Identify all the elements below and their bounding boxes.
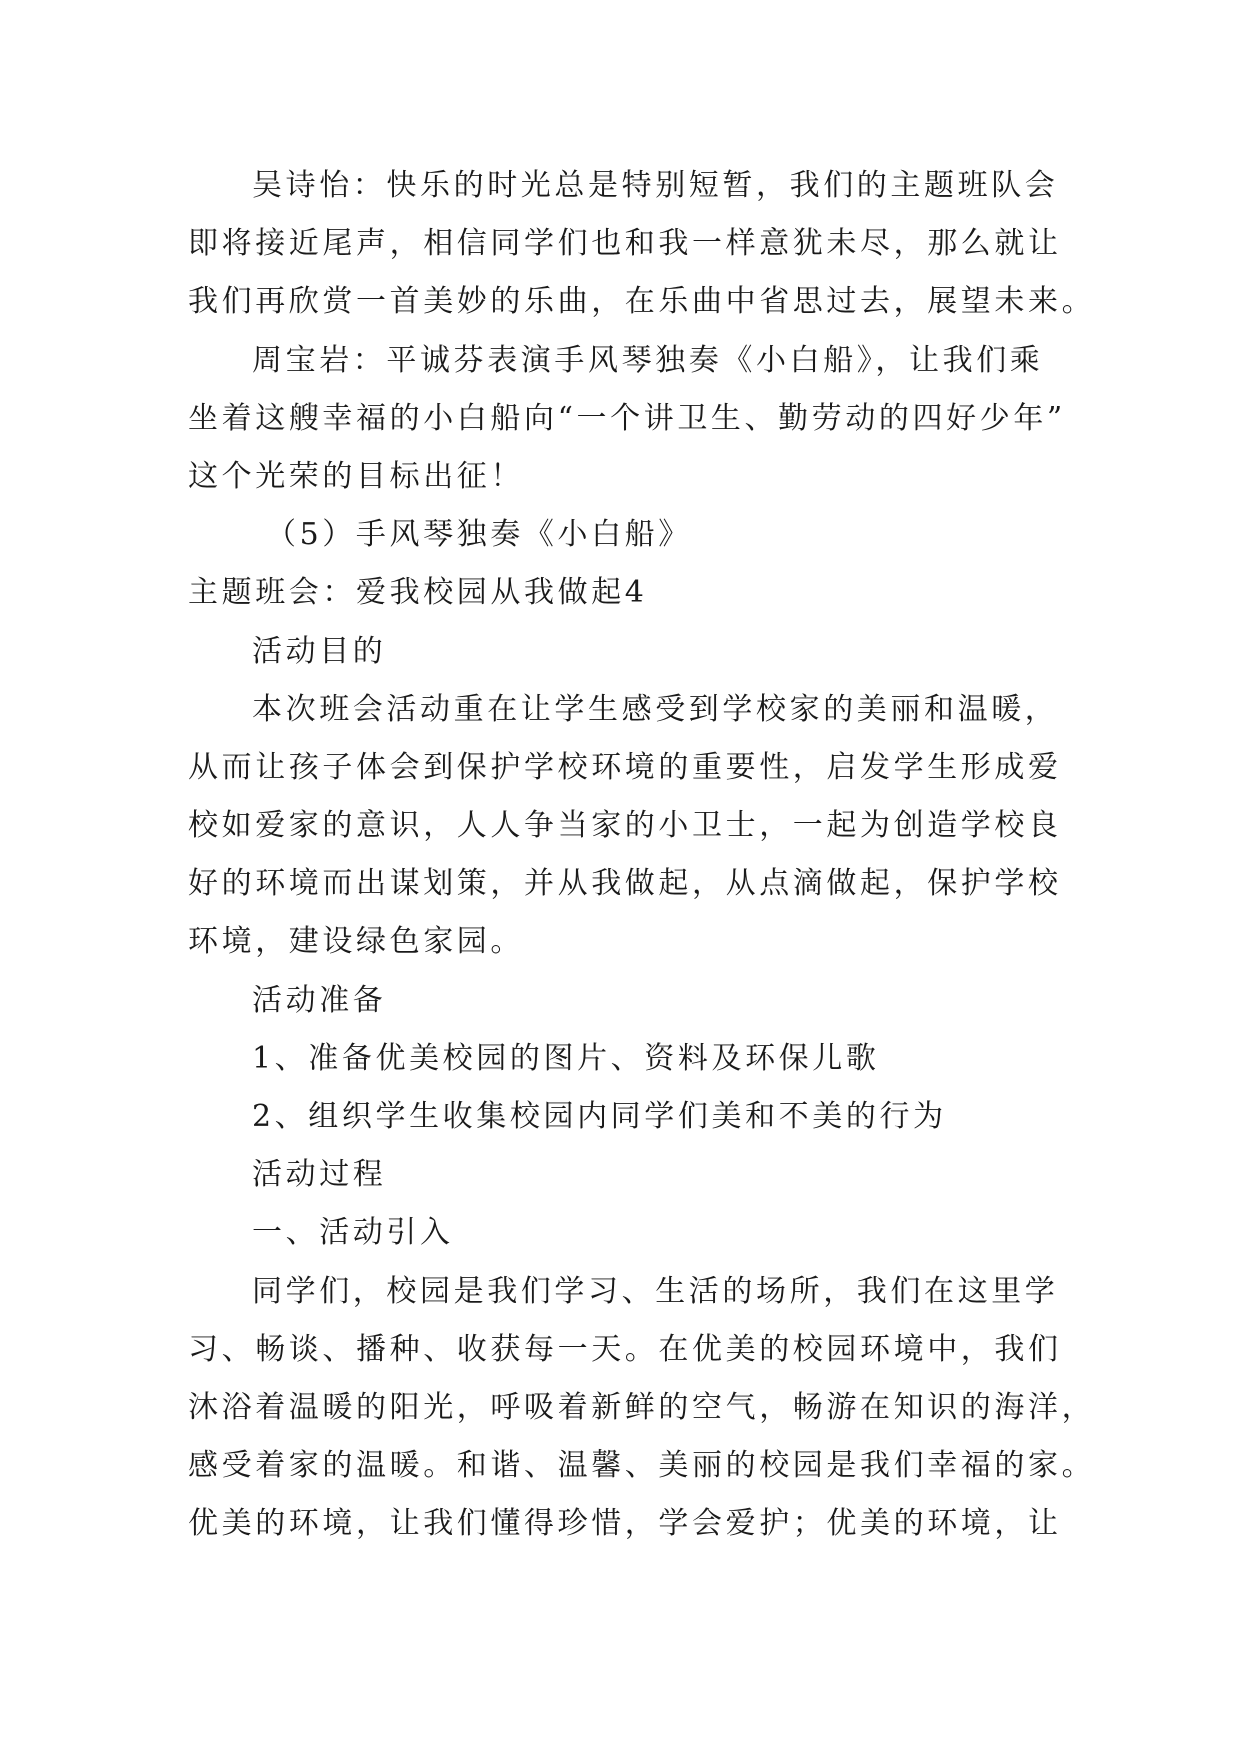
paragraph-line: 同学们，校园是我们学习、生活的场所，我们在这里学 (252, 1273, 1059, 1309)
list-item: 1、准备优美校园的图片、资料及环保儿歌 (252, 1040, 880, 1076)
subsection-heading: 一、活动引入 (252, 1215, 454, 1251)
section-title: 主题班会：爱我校园从我做起4 (188, 575, 648, 611)
paragraph-line: 坐着这艘幸福的小白船向“一个讲卫生、勤劳动的四好少年” (188, 400, 1066, 436)
paragraph-line: 优美的环境，让我们懂得珍惜，学会爱护；优美的环境，让 (188, 1506, 1062, 1542)
paragraph-line: 我们再欣赏一首美妙的乐曲，在乐曲中省思过去，展望未来。 (188, 284, 1096, 320)
paragraph-line: 本次班会活动重在让学生感受到学校家的美丽和温暖， (252, 691, 1059, 727)
document-body (188, 157, 1096, 1554)
program-item: （5）手风琴独奏《小白船》 (266, 517, 692, 553)
section-heading: 活动目的 (252, 633, 387, 669)
section-heading: 活动准备 (252, 982, 387, 1018)
paragraph-line: 从而让孩子体会到保护学校环境的重要性，启发学生形成爱 (188, 749, 1062, 785)
paragraph-line: 感受着家的温暖。和谐、温馨、美丽的校园是我们幸福的家。 (188, 1448, 1096, 1484)
paragraph-line: 这个光荣的目标出征！ (188, 458, 524, 494)
paragraph-line: 校如爱家的意识，人人争当家的小卫士，一起为创造学校良 (188, 808, 1062, 844)
section-heading: 活动过程 (252, 1157, 387, 1193)
paragraph-line: 好的环境而出谋划策，并从我做起，从点滴做起，保护学校 (188, 866, 1062, 902)
paragraph-line: 习、畅谈、播种、收获每一天。在优美的校园环境中，我们 (188, 1331, 1062, 1367)
paragraph-line: 沐浴着温暖的阳光，呼吸着新鲜的空气，畅游在知识的海洋， (188, 1389, 1096, 1425)
paragraph-line: 即将接近尾声，相信同学们也和我一样意犹未尽，那么就让 (188, 226, 1062, 262)
paragraph-line: 环境，建设绿色家园。 (188, 924, 524, 960)
paragraph-line: 吴诗怡：快乐的时光总是特别短暂，我们的主题班队会 (252, 168, 1059, 203)
list-item: 2、组织学生收集校园内同学们美和不美的行为 (252, 1099, 947, 1134)
paragraph-line: 周宝岩：平诚芬表演手风琴独奏《小白船》，让我们乘 (252, 342, 1044, 378)
